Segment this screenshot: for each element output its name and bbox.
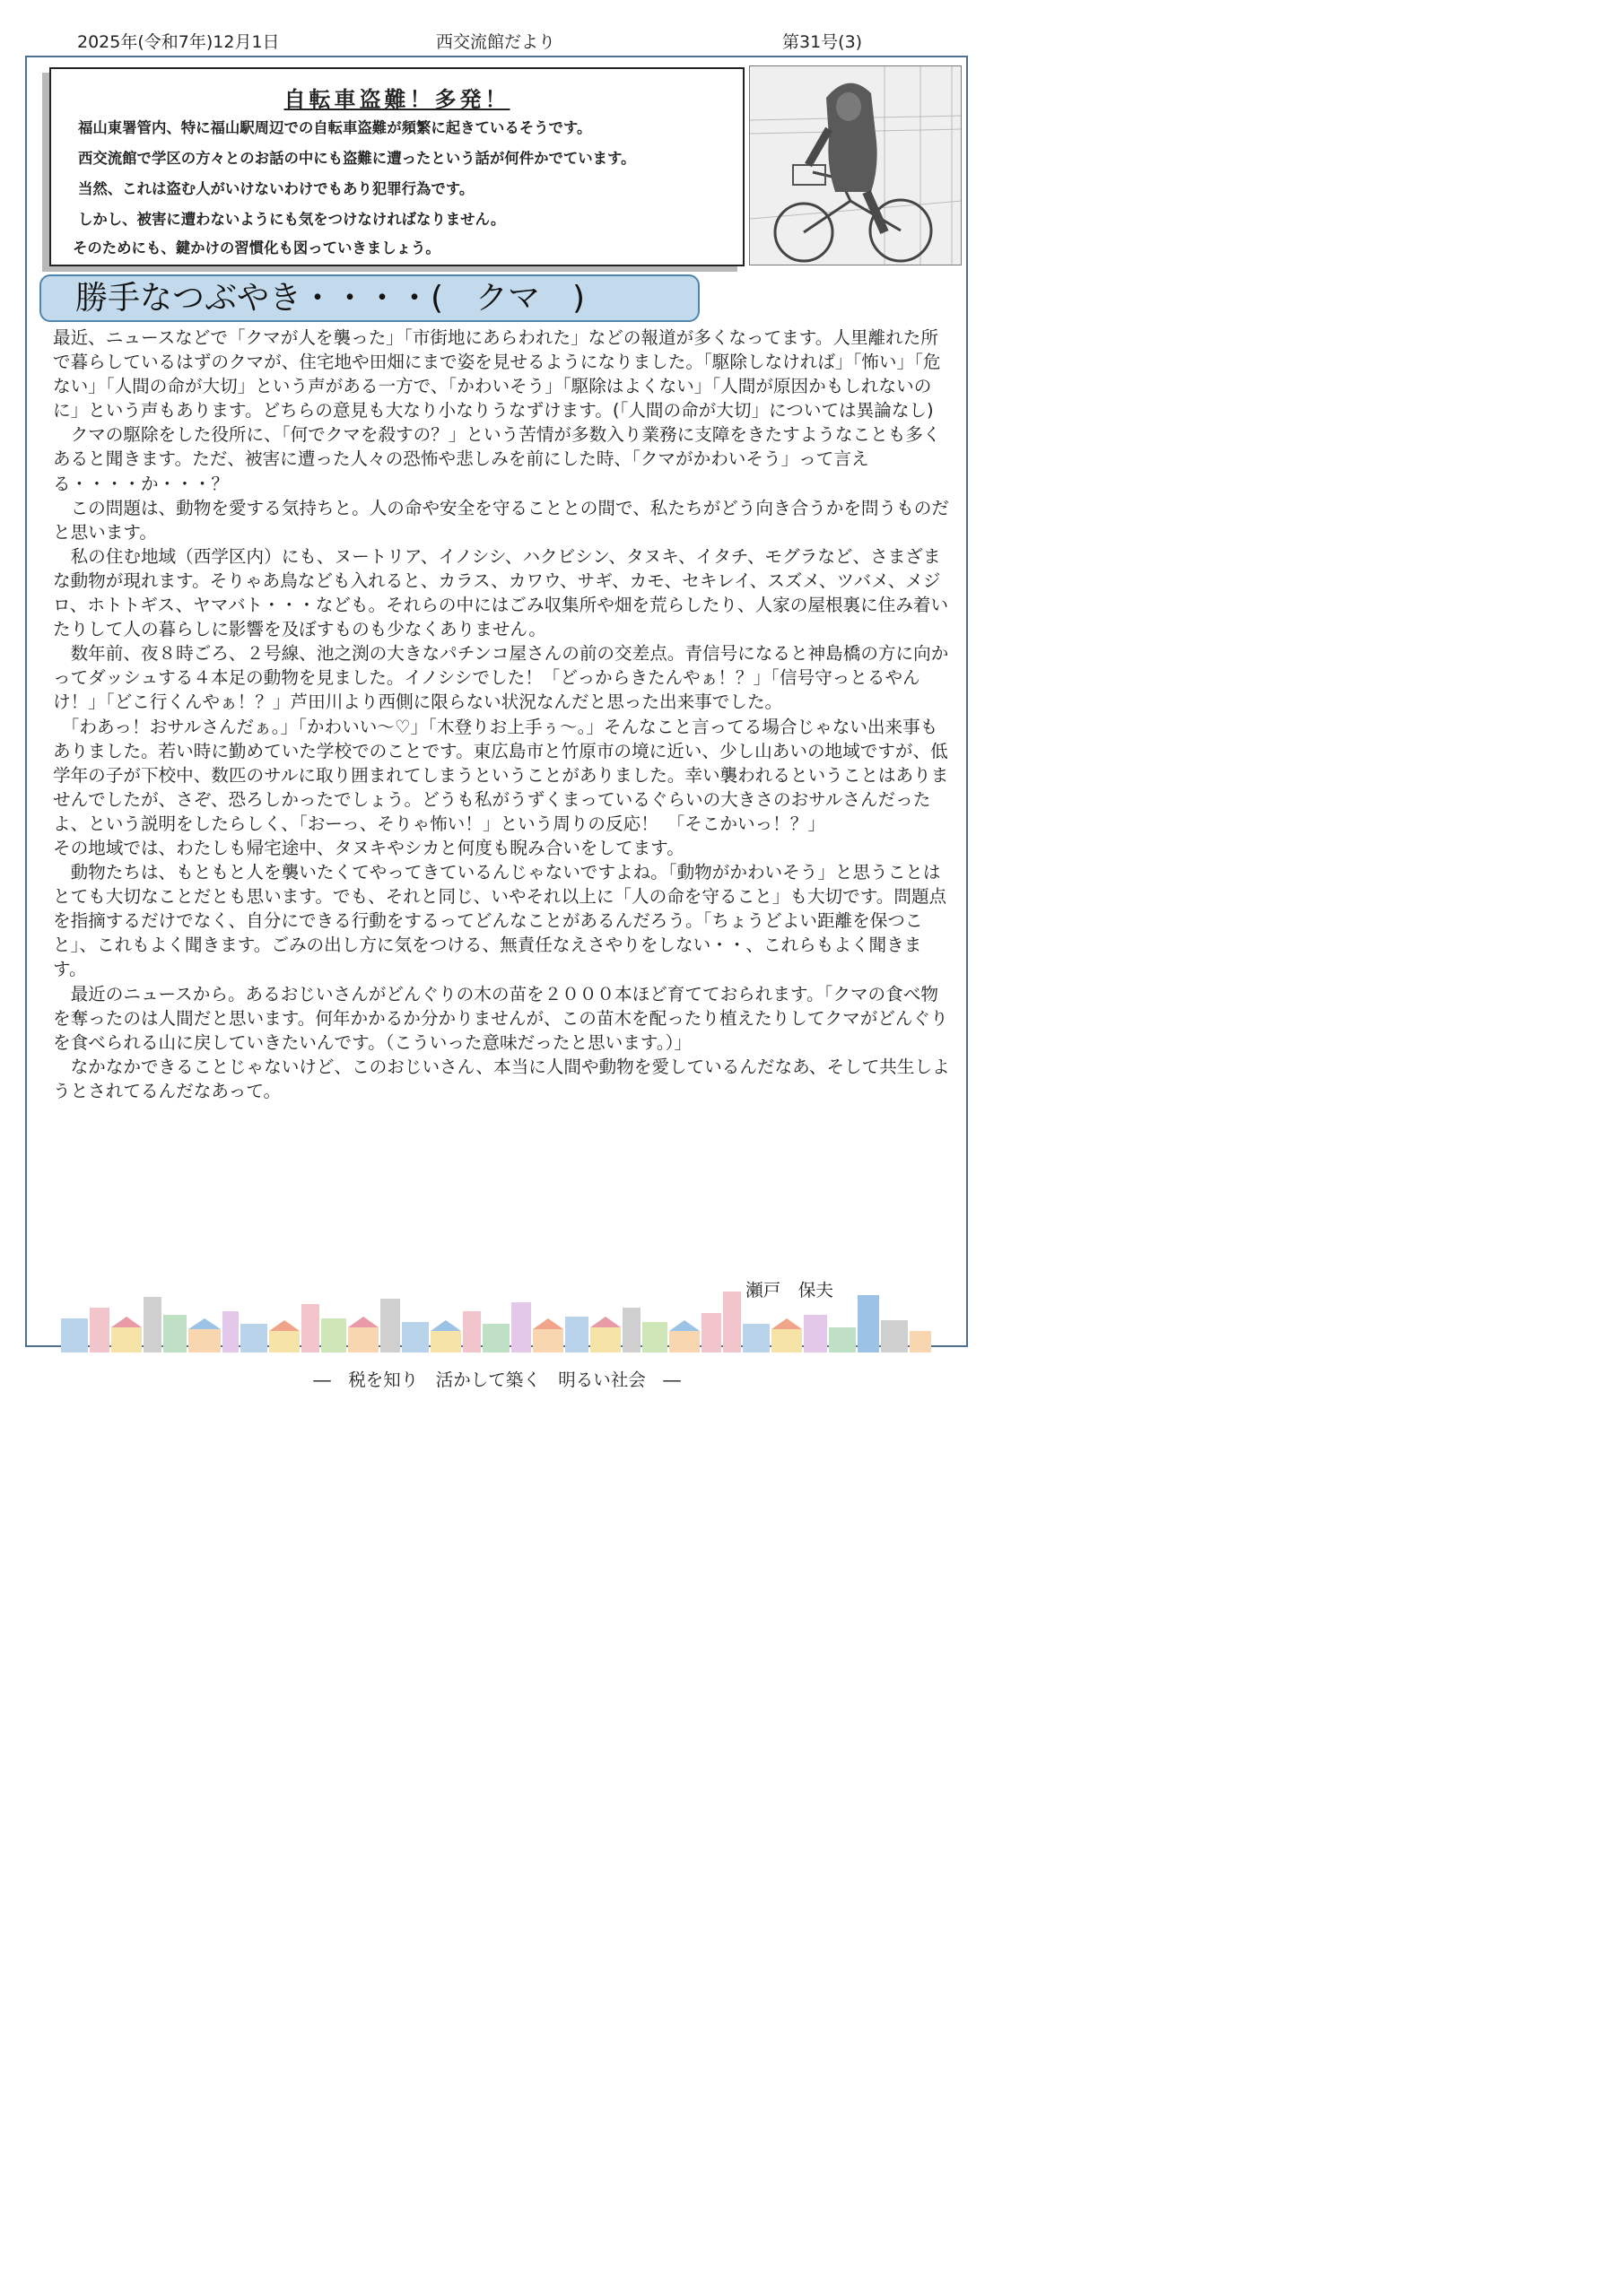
paragraph: 数年前、夜８時ごろ、２号線、池之渕の大きなパチンコ屋さんの前の交差点。青信号になると神島橋の方に向かってダッシュする４本足の動物を見ました。イノシシでした！「どっからきたんやぁ！？」「信号守っとるやんけ！」「どこ行くんやぁ！？」芦田川より西側に限らない状況なんだと思った出来事でした。 [53, 643, 949, 713]
column-body [53, 326, 950, 1103]
paragraph: 「わあっ！おサルさんだぁ。」「かわいい～♡」「木登りお上手ぅ～。」そんなこと言ってる場合じゃない出来事もありました。若い時に勤めていた学校でのことです。東広島市と竹原市の境に近い、少し山あいの地域ですが、低学年の子が下校中、数匹のサルに取り囲まれてしまうということがありました。幸い襲われるということはありませんでしたが、さぞ、恐ろしかったでしょう。どうも私がうずくまっているぐらいの大きさのおサルさんだったよ、という説明をしたらしく、「おーっ、そりゃ怖い！」という周りの反応！ 「そこかいっ！？」 [53, 716, 949, 834]
notice-line: 福山東署管内、特に福山駅周辺での自転車盗難が頻繁に起きているそうです。 [78, 119, 592, 136]
newsletter-name: 西交流館だより [436, 32, 556, 52]
bicycle-thief-sketch [749, 65, 962, 265]
author-signature: 瀬戸 保夫 [745, 1280, 833, 1300]
bicycle-theft-notice [49, 67, 745, 266]
notice-line: そのためにも、鍵かけの習慣化も図っていきましょう。 [73, 239, 440, 257]
paragraph: 最近、ニュースなどで「クマが人を襲った」「市街地にあらわれた」などの報道が多くなってます。人里離れた所で暮らしているはずのクマが、住宅地や田畑にまで姿を見せるようになりました。「駆除しなければ」「怖い」「危ない」「人間の命が大切」という声がある一方で、「かわいそう」「駆除はよくない」「人間が原因かもしれないのに」という声もあります。どちらの意見も大なり小なりうなずけます。(「人間の命が大切」については異論なし) [53, 327, 941, 422]
paragraph: この問題は、動物を愛する気持ちと。人の命や安全を守ることとの間で、私たちがどう向き合うかを問うものだと思います。 [53, 497, 949, 543]
paragraph: 動物たちは、もともと人を襲いたくてやってきているんじゃないですよね。「動物がかわいそう」と思うことはとても大切なことだとも思います。でも、それと同じ、いやそれ以上に「人の命を守ること」も大切です。問題点を指摘するだけでなく、自分にできる行動をするってどんなことがあるんだろう。「ちょうどよい距離を保つこと」、これもよく聞きます。ごみの出し方に気をつける、無責任なえさやりをしない・・、これらもよく聞きます。 [53, 862, 947, 980]
issue-number: 第31号(3) [782, 32, 863, 52]
notice-line: 西交流館で学区の方々とのお話の中にも盗難に遭ったという話が何件かでています。 [78, 150, 636, 167]
issue-date: 2025年(令和7年)12月1日 [77, 32, 280, 52]
column-title-banner [39, 274, 700, 322]
column-title: 勝手なつぶやき・・・・( クマ ) [75, 280, 586, 317]
townscape-illustration [61, 1292, 931, 1352]
paragraph: クマの駆除をした役所に、「何でクマを殺すの？」という苦情が多数入り業務に支障をきたすようなことも多くあると聞きます。ただ、被害に遭った人々の恐怖や悲しみを前にした時、「クマがかわいそう」って言える・・・・か・・・？ [53, 424, 941, 494]
footer-slogan: ― 税を知り 活かして築く 明るい社会 ― [313, 1370, 681, 1390]
notice-line: 当然、これは盗む人がいけないわけでもあり犯罪行為です。 [78, 180, 475, 197]
paragraph: 私の住む地域（西学区内）にも、ヌートリア、イノシシ、ハクビシン、タヌキ、イタチ、モグラなど、さまざまな動物が現れます。そりゃあ鳥なども入れると、カラス、カワウ、サギ、カモ、セキレイ、スズメ、ツバメ、メジロ、ホトトギス、ヤマバト・・・なども。それらの中にはごみ収集所や畑を荒らしたり、人家の屋根裏に住み着いたりして人の暮らしに影響を及ぼすものも少なくありません。 [53, 545, 949, 640]
paragraph: なかなかできることじゃないけど、このおじいさん、本当に人間や動物を愛しているんだなあ、そして共生しようとされてるんだなあって。 [53, 1056, 950, 1101]
bicycle-thief-illustration [750, 66, 962, 265]
notice-title: 自転車盗難！多発！ [283, 86, 510, 112]
paragraph: 最近のニュースから。あるおじいさんがどんぐりの木の苗を２０００本ほど育てておられます。「クマの食べ物を奪ったのは人間だと思います。何年かかるか分かりませんが、この苗木を配ったり植えたりしてクマがどんぐりを食べられる山に戻していきたいんです。（こういった意味だったと思います。）」 [53, 983, 948, 1053]
paragraph: その地域では、わたしも帰宅途中、タヌキやシカと何度も睨み合いをしてます。 [53, 837, 684, 858]
notice-line: しかし、被害に遭わないようにも気をつけなければなりません。 [78, 211, 506, 228]
